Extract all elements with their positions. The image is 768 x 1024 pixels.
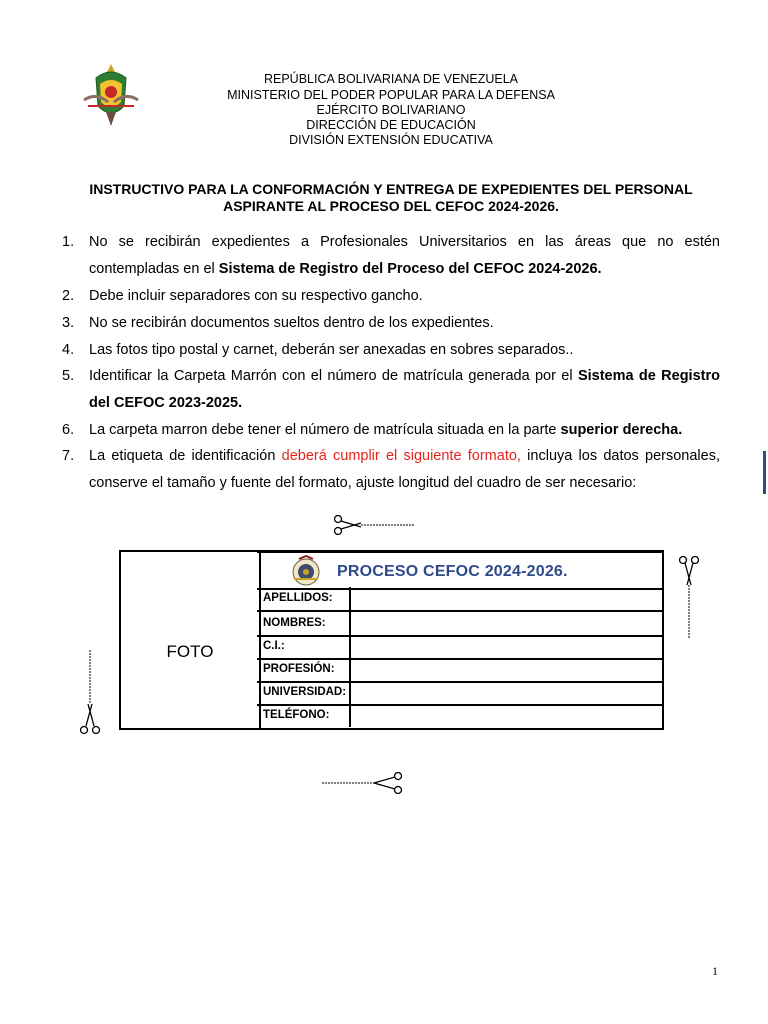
cut-guide-bottom: [320, 772, 404, 799]
field-row-nombres: [257, 612, 662, 637]
field-row-universidad: [257, 681, 662, 706]
header-line-2: MINISTERIO DEL PODER POPULAR PARA LA DEFENSA: [227, 88, 555, 102]
cefoc-emblem-icon: [289, 555, 323, 588]
photo-cell: [119, 550, 261, 730]
document-title-line-1: INSTRUCTIVO PARA LA CONFORMACIÓN Y ENTREGA DE EXPEDIENTES DEL PERSONAL: [89, 181, 693, 197]
field-row-apellidos: [257, 587, 662, 612]
label-title: PROCESO CEFOC 2024-2026.: [337, 563, 568, 580]
scissors-icon: [79, 648, 101, 736]
header-line-1: REPÚBLICA BOLIVARIANA DE VENEZUELA: [263, 72, 519, 86]
cut-guide-left: [79, 648, 101, 741]
header-line-4: DIRECCIÓN DE EDUCACIÓN: [306, 118, 476, 132]
document-title-line-2: ASPIRANTE AL PROCESO DEL CEFOC 2024-2026.: [223, 198, 559, 214]
field-row-profesion: [257, 658, 662, 683]
label-header: [257, 550, 662, 590]
field-label: APELLIDOS:: [257, 587, 351, 610]
scroll-indicator[interactable]: [763, 451, 766, 494]
header-line-3: EJÉRCITO BOLIVARIANO: [316, 103, 466, 117]
identification-label: [119, 550, 664, 730]
field-label: UNIVERSIDAD:: [257, 681, 351, 704]
field-label: PROFESIÓN:: [257, 658, 351, 681]
field-row-ci: [257, 635, 662, 660]
header-line-5: DIVISIÓN EXTENSIÓN EDUCATIVA: [289, 133, 493, 147]
scissors-icon: [678, 555, 700, 641]
field-label: TELÉFONO:: [257, 704, 351, 727]
field-row-telefono: [257, 704, 662, 727]
photo-label: FOTO: [166, 642, 214, 661]
scissors-icon: [320, 772, 404, 794]
field-label: C.I.:: [257, 635, 351, 658]
page-number: 1: [712, 964, 718, 978]
label-form: [257, 550, 664, 730]
cut-guide-top: [333, 515, 417, 540]
cut-guide-right: [678, 555, 700, 646]
field-label: NOMBRES:: [257, 612, 351, 635]
scissors-icon: [333, 515, 417, 535]
